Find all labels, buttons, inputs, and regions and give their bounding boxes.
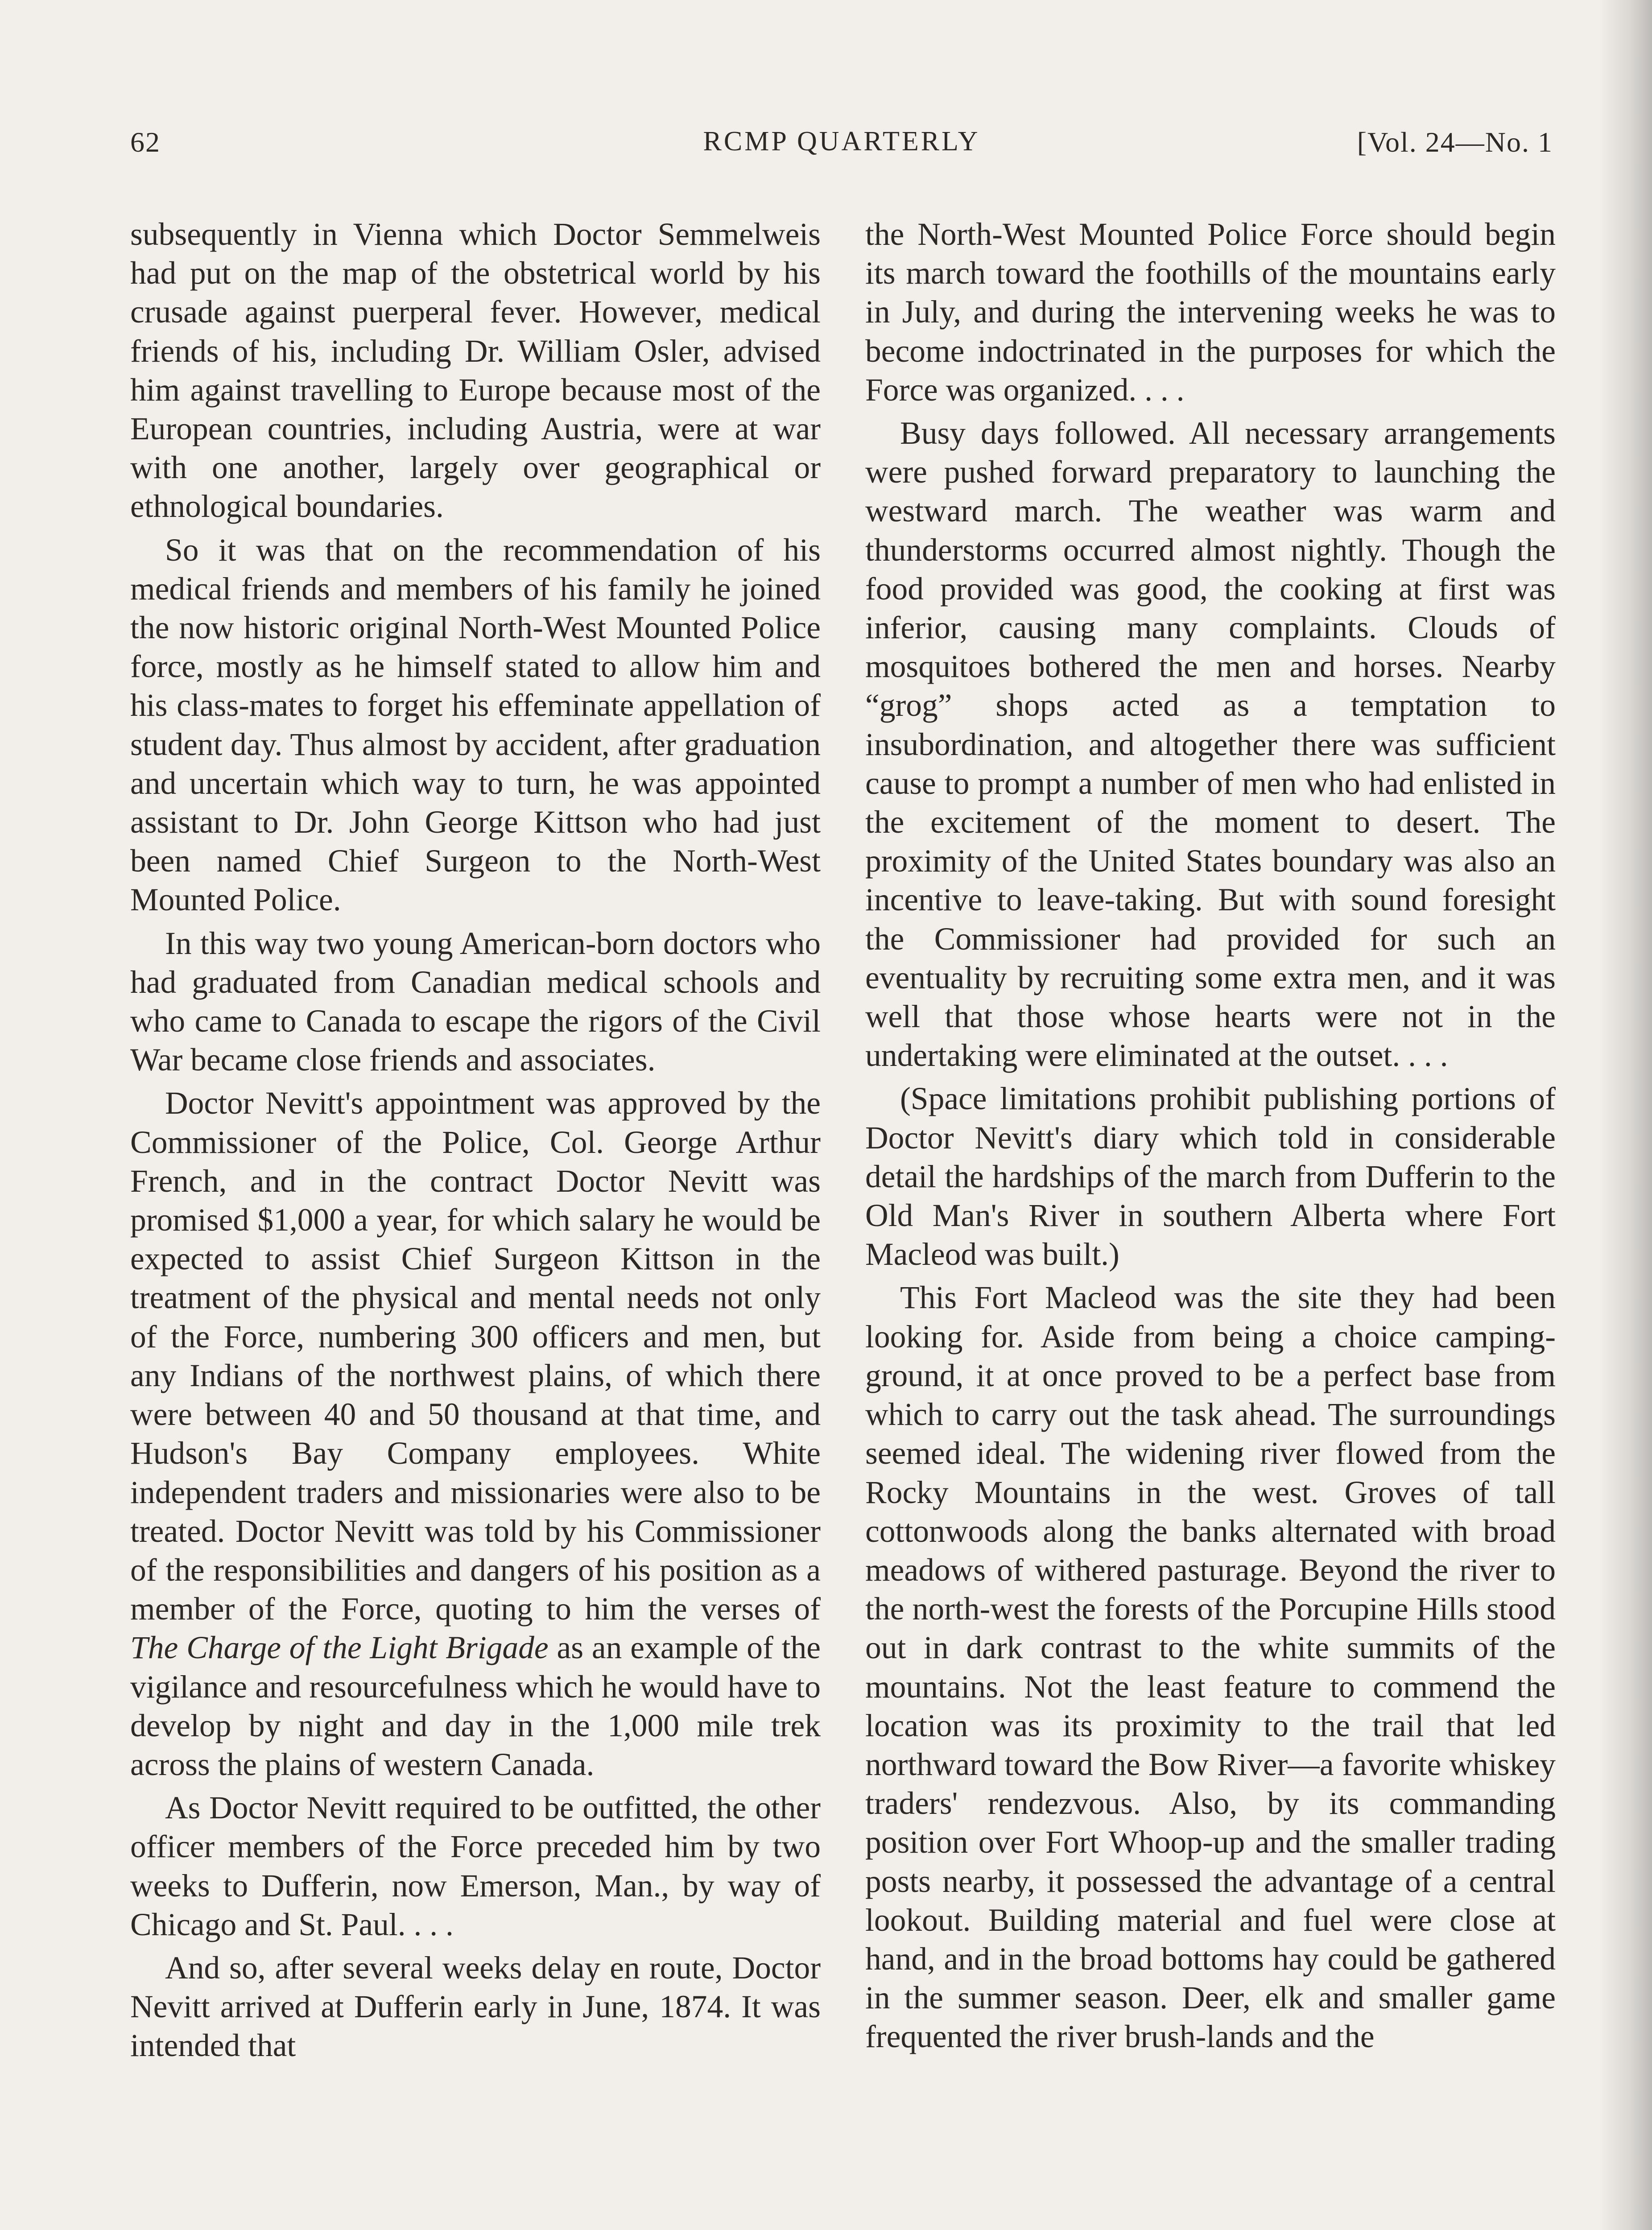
page-edge-shadow [1598,0,1652,2230]
paragraph: This Fort Macleod was the site they had been looking for. Aside from being a choice camping-ground, it at once proved to be a perfect base from which to carry out the task ahead. The surroundings seemed ideal. The widening river flowed from the Rocky Mountains in the west. Groves of tall cottonwoods along the banks alternated with broad meadows of withered pasturage. Beyond the river to the north-west the forests of the Porcupine Hills stood out in dark contrast to the white summits of the mountains. Not the least feature to commend the location was its proximity to the trail that led northward toward the Bow River—a favorite whiskey traders' rendezvous. Also, by its commanding position over Fort Whoop-up and the smaller trading posts nearby, it possessed the advantage of a central lookout. Building material and fuel were close at hand, and in the broad bottoms hay could be gathered in the summer season. Deer, elk and smaller game frequented the river brush-lands and the [865,1280,1556,2055]
journal-title: RCMP QUARTERLY [703,126,980,157]
left-column [130,215,821,2070]
volume-issue: [Vol. 24—No. 1 [1357,126,1553,158]
running-header [130,126,1553,166]
paragraph: So it was that on the recommendation of his medical friends and members of his family he joined the now historic original North-West Mounted Police force, mostly as he himself stated to allow him and his class-mates to forget his effeminate appellation of student day. Thus almost by accident, after graduation and uncertain which way to turn, he was appointed assistant to Dr. John George Kittson who had just been named Chief Surgeon to the North-West Mounted Police. [130,532,821,918]
paragraph: And so, after several weeks delay en route, Doctor Nevitt arrived at Dufferin early in June, 1874. It was intended that [130,1950,821,2064]
paragraph-text: Doctor Nevitt's appointment was approved by the Commissioner of the Police, Col. George Arthur French, and in the contract Doctor Nevitt was promised $1,000 a year, for which salary he would be expected to assist Chief Surgeon Kittson in the treatment of the physical and mental needs not only of the Force, numbering 300 officers and men, but any Indians of the northwest plains, of which there were between 40 and 50 thousand at that time, and Hudson's Bay Company employees. White independent traders and missionaries were also to be treated. Doctor Nevitt was told by his Commissioner of the responsibilities and dangers of his position as a member of the Force, quoting to him the verses of [130,1086,821,1627]
poem-title: The Charge of the Light Brigade [130,1630,549,1666]
paragraph: Busy days followed. All necessary arrangements were pushed forward preparatory to launching the westward march. The weather was warm and thunderstorms occurred almost nightly. Though the food provided was good, the cooking at first was inferior, causing many complaints. Clouds of mosquitoes bothered the men and horses. Nearby “grog” shops acted as a temptation to insubordination, and altogether there was sufficient cause to prompt a number of men who had enlisted in the excitement of the moment to desert. The proximity of the United States boundary was also an incentive to leave-taking. But with sound foresight the Commissioner had provided for such an eventuality by recruiting some extra men, and it was well that those whose hearts were not in the undertaking were eliminated at the outset. . . . [865,416,1556,1074]
paragraph: As Doctor Nevitt required to be outfitted, the other officer members of the Force preceded him by two weeks to Dufferin, now Emerson, Man., by way of Chicago and St. Paul. . . . [130,1790,821,1942]
paragraph-text: as an example of the vigilance and resourcefulness which he would have to develop by night and day in the 1,000 mile trek across the plains of western Canada. [130,1630,821,1782]
paragraph: subsequently in Vienna which Doctor Semmelweis had put on the map of the obstetrical world by his crusade against puerperal fever. However, medical friends of his, including Dr. William Osler, advised him against travelling to Europe because most of the European countries, including Austria, were at war with one another, largely over geographical or ethnological boundaries. [130,217,821,524]
paragraph [130,1084,821,1784]
right-column [865,215,1556,2061]
paragraph: the North-West Mounted Police Force should begin its march toward the foothills of the mountains early in July, and during the intervening weeks he was to become indoctrinated in the purposes for which the Force was organized. . . . [865,217,1556,408]
paragraph: In this way two young American-born doctors who had graduated from Canadian medical schools and who came to Canada to escape the rigors of the Civil War became close friends and associates. [130,925,821,1078]
paragraph: (Space limitations prohibit publishing portions of Doctor Nevitt's diary which told in considerable detail the hardships of the march from Dufferin to the Old Man's River in southern Alberta where Fort Macleod was built.) [865,1081,1556,1272]
page-number: 62 [130,126,161,158]
